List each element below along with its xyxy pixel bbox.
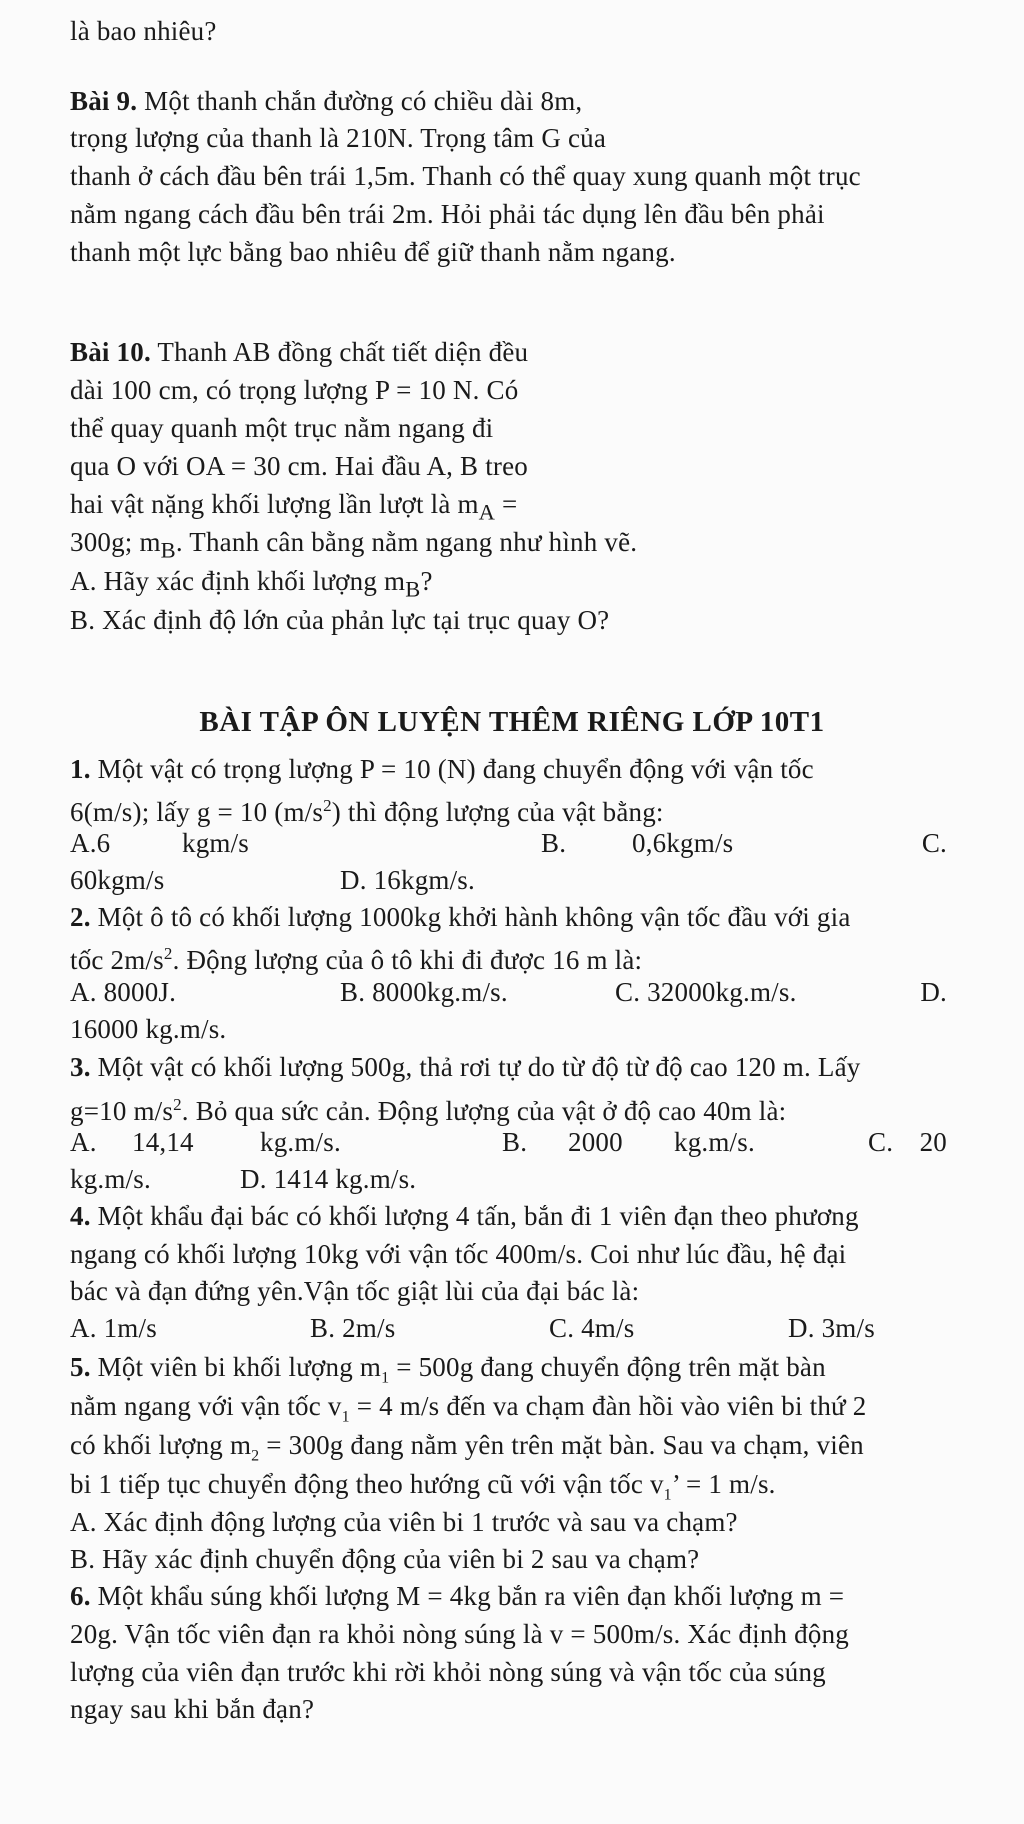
section-heading: BÀI TẬP ÔN LUYỆN THÊM RIÊNG LỚP 10T1 — [199, 706, 825, 738]
q6-line-2: 20g. Vận tốc viên đạn ra khỏi nòng súng là v = 500m/s. Xác định động — [70, 1619, 849, 1649]
q6-text-1: Một khẩu súng khối lượng M = 4kg bắn ra viên đạn khối lượng m = — [97, 1581, 845, 1611]
bai10-part-a-text: A. Hãy xác định khối lượng m — [70, 566, 406, 596]
q2-text-2a: tốc 2m/s — [70, 945, 164, 975]
q1-opt-b: B. — [541, 828, 567, 858]
q1-line-1 — [70, 752, 814, 786]
sub-b: B — [405, 576, 421, 602]
bai9-line-4: nằm ngang cách đầu bên trái 2m. Hỏi phải tác dụng lên đầu bên phải — [70, 199, 825, 229]
q1-options-row-2 — [70, 863, 475, 897]
eq-sign: = — [495, 489, 518, 519]
q1-num: 1. — [70, 754, 91, 784]
q3-opt-a-unit: kg.m/s. — [260, 1127, 341, 1157]
q1-opt-d: D. 16kgm/s. — [340, 865, 475, 895]
sub-1: 1 — [663, 1486, 672, 1504]
q4-opt-c: C. 4m/s — [549, 1313, 635, 1343]
q1-text-2a: 6(m/s); lấy g = 10 (m/s — [70, 797, 324, 827]
q6-line-3: lượng của viên đạn trước khi rời khỏi nòng súng và vận tốc của súng — [70, 1657, 826, 1687]
q5-part-a: A. Xác định động lượng của viên bi 1 trước và sau va chạm? — [70, 1507, 738, 1537]
q4-line-1 — [70, 1199, 859, 1233]
sup-2: 2 — [163, 944, 173, 963]
sup-2: 2 — [323, 796, 332, 815]
qmark: ? — [420, 566, 433, 596]
sup-2: 2 — [173, 1095, 182, 1114]
q3-options-row-2 — [70, 1162, 417, 1196]
q2-line-1 — [70, 900, 851, 934]
sub-1: 1 — [341, 1408, 350, 1426]
q4-line-3: bác và đạn đứng yên.Vận tốc giật lùi của đại bác là: — [70, 1276, 640, 1306]
q4-opt-a: A. 1m/s — [70, 1313, 157, 1343]
bai9-text-1: Một thanh chắn đường có chiều dài 8m, — [144, 86, 583, 116]
q2-num: 2. — [70, 902, 91, 932]
q5-num: 5. — [70, 1352, 91, 1382]
bai10-line-5 — [70, 487, 518, 529]
q5-text-4b: ’ = 1 m/s. — [671, 1469, 776, 1499]
sub-1: 1 — [381, 1369, 390, 1387]
q3-opt-b-val: 2000 — [568, 1127, 623, 1157]
bai9-line-3: thanh ở cách đầu bên trái 1,5m. Thanh có thể quay xung quanh một trục — [70, 161, 861, 191]
q2-opt-b: B. 8000kg.m/s. — [340, 977, 508, 1007]
sub-b: B — [160, 537, 176, 563]
q2-opt-c: C. 32000kg.m/s. — [615, 977, 797, 1007]
bai9-line-1 — [70, 84, 582, 118]
q3-text-1: Một vật có khối lượng 500g, thả rơi tự do từ độ từ độ cao 120 m. Lấy — [97, 1052, 861, 1082]
q3-opt-a: A. — [70, 1127, 97, 1157]
q4-num: 4. — [70, 1201, 91, 1231]
q5-text-3b: = 300g đang nằm yên trên mặt bàn. Sau va chạm, viên — [259, 1430, 864, 1460]
sub-a: A — [478, 499, 496, 525]
q1-text-1: Một vật có trọng lượng P = 10 (N) đang chuyển động với vận tốc — [97, 754, 814, 784]
q3-line-2 — [70, 1088, 786, 1128]
q5-text-3a: có khối lượng m — [70, 1430, 252, 1460]
bai10-line-2: dài 100 cm, có trọng lượng P = 10 N. Có — [70, 375, 519, 405]
q3-text-2b: . Bỏ qua sức cản. Động lượng của vật ở độ cao 40m là: — [181, 1096, 787, 1126]
q4-line-2: ngang có khối lượng 10kg với vận tốc 400m/s. Coi như lúc đầu, hệ đại — [70, 1239, 847, 1269]
top-fragment: là bao nhiêu? — [70, 16, 217, 46]
q5-text-1b: = 500g đang chuyển động trên mặt bàn — [389, 1352, 826, 1382]
bai9-line-5: thanh một lực bằng bao nhiêu để giữ thanh nằm ngang. — [70, 237, 676, 267]
q3-num: 3. — [70, 1052, 91, 1082]
q1-line-2 — [70, 789, 664, 829]
bai10-line-1 — [70, 335, 528, 369]
q2-text-1: Một ô tô có khối lượng 1000kg khởi hành không vận tốc đầu với gia — [97, 902, 851, 932]
q6-line-4: ngay sau khi bắn đạn? — [70, 1694, 315, 1724]
bai10-text-5: hai vật nặng khối lượng lần lượt là m — [70, 489, 479, 519]
q1-opt-a: A.6 — [70, 828, 111, 858]
q1-opt-c-val: 60kgm/s — [70, 865, 165, 895]
q4-opt-b: B. 2m/s — [310, 1313, 396, 1343]
bai10-text-6-tail: . Thanh cân bằng nằm ngang như hình vẽ. — [175, 527, 638, 557]
q5-text-4a: bi 1 tiếp tục chuyển động theo hướng cũ với vận tốc v — [70, 1469, 664, 1499]
q1-opt-b-val: 0,6kgm/s — [632, 828, 734, 858]
q3-opt-b-unit: kg.m/s. — [674, 1127, 755, 1157]
q5-part-b: B. Hãy xác định chuyển động của viên bi 2 sau va chạm? — [70, 1544, 700, 1574]
bai10-text-6: 300g; m — [70, 527, 161, 557]
q1-opt-a-unit: kgm/s — [182, 828, 250, 858]
bai10-line-3: thể quay quanh một trục nằm ngang đi — [70, 413, 494, 443]
sub-2: 2 — [251, 1447, 260, 1465]
bai9-title: Bài 9. — [70, 86, 138, 116]
q3-text-2a: g=10 m/s — [70, 1096, 174, 1126]
bai10-line-6 — [70, 525, 637, 567]
q6-line-1 — [70, 1579, 844, 1613]
q2-line-2 — [70, 937, 642, 977]
q4-opt-d: D. 3m/s — [788, 1313, 875, 1343]
q3-opt-b: B. — [502, 1127, 528, 1157]
q1-text-2b: ) thì động lượng của vật bằng: — [331, 797, 664, 827]
q3-opt-a-val: 14,14 — [132, 1127, 194, 1157]
q3-opt-c: C. — [868, 1127, 894, 1157]
q2-text-2b: . Động lượng của ô tô khi đi được 16 m là: — [172, 945, 643, 975]
q2-opt-d: D. — [920, 977, 947, 1007]
q6-num: 6. — [70, 1581, 91, 1611]
bai10-part-a — [70, 564, 433, 606]
q1-opt-c: C. — [921, 828, 947, 858]
q5-text-1a: Một viên bi khối lượng m — [97, 1352, 382, 1382]
q5-text-2a: nằm ngang với vận tốc v — [70, 1391, 342, 1421]
bai10-title: Bài 10. — [70, 337, 151, 367]
bai10-part-b: B. Xác định độ lớn của phản lực tại trục quay O? — [70, 605, 610, 635]
bai10-line-4: qua O với OA = 30 cm. Hai đầu A, B treo — [70, 451, 528, 481]
q3-opt-c-val: 20 — [919, 1127, 947, 1157]
bai9-line-2: trọng lượng của thanh là 210N. Trọng tâm G của — [70, 123, 607, 153]
q2-options-row-2: 16000 kg.m/s. — [70, 1014, 227, 1044]
q5-text-2b: = 4 m/s đến va chạm đàn hồi vào viên bi thứ 2 — [349, 1391, 867, 1421]
q3-opt-c-unit: kg.m/s. — [70, 1164, 151, 1194]
q3-opt-d: D. 1414 kg.m/s. — [240, 1164, 417, 1194]
q2-opt-a: A. 8000J. — [70, 977, 177, 1007]
bai10-text-1: Thanh AB đồng chất tiết diện đều — [157, 337, 529, 367]
q3-line-1 — [70, 1050, 860, 1084]
q4-text-1: Một khẩu đại bác có khối lượng 4 tấn, bắn đi 1 viên đạn theo phương — [97, 1201, 859, 1231]
